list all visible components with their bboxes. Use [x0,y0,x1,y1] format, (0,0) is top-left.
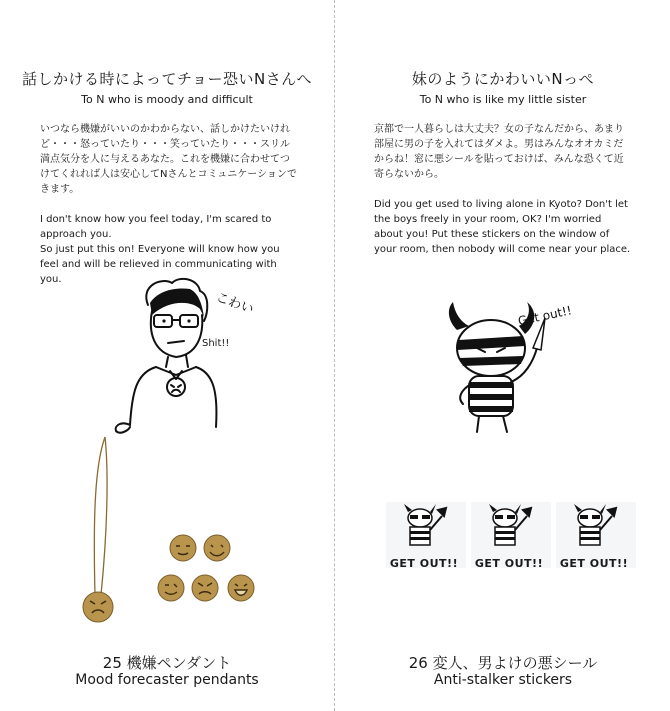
left-caption-number: 25 機嫌ペンダント [102,654,232,672]
pendant-angry [192,575,218,601]
sticker-label-3: GET OUT!! [559,557,629,570]
left-body-en-1: I don't know how you feel today, I'm scared to approach you. [40,214,272,240]
pendant-laugh [228,575,254,601]
center-divider [334,0,335,711]
svg-text:こわい: こわい [213,290,256,318]
svg-text:Get out!!: Get out!! [516,303,573,329]
right-body-jp: 京都で一人暮らしは大丈夫？女の子なんだから、あまり部屋に男の子を入れてはダメよ。男はみんなオオカミだからね！窓に悪シールを貼っておけば、みんな恐くて近寄らないから。 [374,124,624,180]
right-title-en: To N who is like my little sister [419,93,587,106]
right-title-jp: 妹のようにかわいいNっぺ [411,70,595,88]
left-title-en: To N who is moody and difficult [81,93,253,106]
left-caption-en: Mood forecaster pendants [75,672,259,688]
left-panel [0,0,334,711]
speech-shit: Shit!! [202,338,230,349]
left-body-en-2: So just put this on! Everyone will know how you feel and will be relieved in communicating with you. [40,244,280,285]
right-caption-number: 26 変人、男よけの悪シール [408,654,598,672]
sticker-3 [556,502,636,562]
speech-get-out [514,298,594,338]
pendant-sleepy [170,535,196,561]
pendant-wink [158,575,184,601]
left-title-jp: 話しかける時によってチョー恐いNさんへ [22,70,312,88]
pendant-smile [204,535,230,561]
sticker-2 [471,502,551,562]
right-caption-en: Anti-stalker stickers [433,672,573,688]
right-body-en: Did you get used to living alone in Kyoto? Don't let the boys freely in your room, OK? I'm worried about you! Put these stickers on the window of your room, then nobody will come near your place. [374,199,631,255]
right-body [374,122,632,272]
left-body-jp: いつなら機嫌がいいのかわからない、話しかけたいけれど・・・怒っていたり・・・笑っていたり・・・スリル満点気分を人に与えるあなた。これを機嫌に合わせてつけてくれれば人は安心してNさんとコミュニケーションできます。 [40,124,297,195]
sticker-1 [386,502,466,562]
sticker-label-2: GET OUT!! [474,557,544,570]
right-panel [336,0,670,711]
sticker-label-1: GET OUT!! [389,557,459,570]
speech-handwritten [210,285,256,335]
mood-pendants-group [155,532,265,612]
pendant-necklace [75,435,135,625]
